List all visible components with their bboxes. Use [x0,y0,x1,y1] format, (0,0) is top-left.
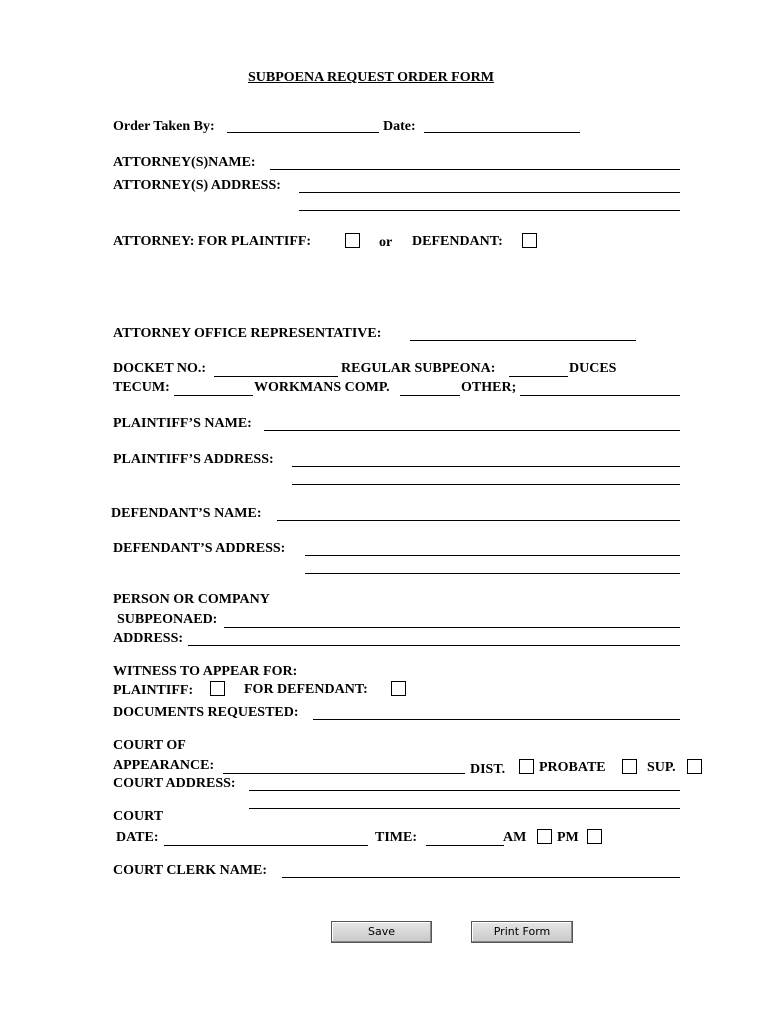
attorney-address-field-2[interactable] [299,210,680,211]
court-address-field-1[interactable] [249,790,680,791]
order-taken-by-field[interactable] [227,132,379,133]
subpoenaed-address-field[interactable] [188,645,680,646]
plaintiffs-name-field[interactable] [264,430,680,431]
witness-to-appear-label: WITNESS TO APPEAR FOR: [113,664,298,679]
dist-checkbox[interactable] [519,759,534,774]
workmans-comp-label: WORKMANS COMP. [254,380,390,395]
court-clerk-name-field[interactable] [282,877,680,878]
plaintiffs-address-label: PLAINTIFF’S ADDRESS: [113,452,274,467]
regular-subpeona-label: REGULAR SUBPEONA: [341,361,496,376]
defendants-address-label: DEFENDANT’S ADDRESS: [113,541,286,556]
print-form-button[interactable]: Print Form [471,921,573,943]
witness-defendant-checkbox[interactable] [391,681,406,696]
defendants-name-label: DEFENDANT’S NAME: [111,506,262,521]
docket-no-label: DOCKET NO.: [113,361,207,376]
pm-checkbox[interactable] [587,829,602,844]
duces-label: DUCES [569,361,617,376]
probate-label: PROBATE [539,760,606,775]
court-date-field[interactable] [164,845,368,846]
plaintiffs-address-field-1[interactable] [292,466,680,467]
time-field[interactable] [426,845,504,846]
court-address-label: COURT ADDRESS: [113,776,236,791]
workmans-comp-field[interactable] [400,395,460,396]
documents-requested-label: DOCUMENTS REQUESTED: [113,705,299,720]
subpoenaed-label: SUBPEONAED: [117,612,218,627]
am-label: AM [503,830,527,845]
attorney-defendant-checkbox[interactable] [522,233,537,248]
or-label: or [379,235,393,250]
time-label: TIME: [375,830,417,845]
docket-no-field[interactable] [214,376,338,377]
date-label: Date: [383,119,416,134]
plaintiffs-address-field-2[interactable] [292,484,680,485]
attorney-name-label: ATTORNEY(S)NAME: [113,155,256,170]
witness-plaintiff-label: PLAINTIFF: [113,683,194,698]
court-address-field-2[interactable] [249,808,680,809]
documents-requested-field[interactable] [313,719,680,720]
pm-label: PM [557,830,579,845]
date-field[interactable] [424,132,580,133]
attorney-name-field[interactable] [270,169,680,170]
subpoenaed-field[interactable] [224,627,680,628]
duces-tecum-field[interactable] [174,395,253,396]
court-label: COURT [113,809,164,824]
attorney-defendant-label: DEFENDANT: [412,234,503,249]
defendants-address-field-2[interactable] [305,573,680,574]
witness-defendant-label: FOR DEFENDANT: [244,682,368,697]
defendants-address-field-1[interactable] [305,555,680,556]
witness-plaintiff-checkbox[interactable] [210,681,225,696]
attorney-address-label: ATTORNEY(S) ADDRESS: [113,178,281,193]
office-rep-label: ATTORNEY OFFICE REPRESENTATIVE: [113,326,382,341]
subpoenaed-address-label: ADDRESS: [113,631,184,646]
court-date-label: DATE: [116,830,159,845]
attorney-address-field-1[interactable] [299,192,680,193]
order-taken-by-label: Order Taken By: [113,119,215,134]
dist-label: DIST. [470,762,506,777]
court-of-label: COURT OF [113,738,186,753]
save-button[interactable]: Save [331,921,432,943]
appearance-label: APPEARANCE: [113,758,215,773]
office-rep-field[interactable] [410,340,636,341]
plaintiffs-name-label: PLAINTIFF’S NAME: [113,416,252,431]
probate-checkbox[interactable] [622,759,637,774]
tecum-label: TECUM: [113,380,170,395]
court-of-appearance-field[interactable] [223,773,465,774]
am-checkbox[interactable] [537,829,552,844]
form-title: SUBPOENA REQUEST ORDER FORM [248,70,494,85]
attorney-plaintiff-checkbox[interactable] [345,233,360,248]
person-or-company-label: PERSON OR COMPANY [113,592,270,607]
sup-checkbox[interactable] [687,759,702,774]
attorney-for-plaintiff-label: ATTORNEY: FOR PLAINTIFF: [113,234,312,249]
court-clerk-name-label: COURT CLERK NAME: [113,863,268,878]
other-label: OTHER; [461,380,517,395]
regular-subpeona-field[interactable] [509,376,568,377]
sup-label: SUP. [647,760,676,775]
defendants-name-field[interactable] [277,520,680,521]
other-field[interactable] [520,395,680,396]
